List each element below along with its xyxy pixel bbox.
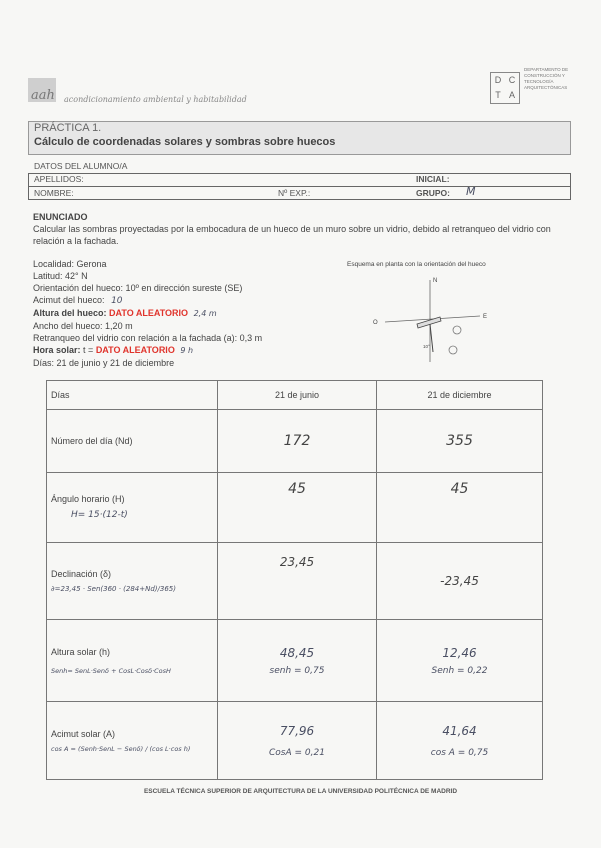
sun-icon xyxy=(449,346,457,354)
results-table xyxy=(46,380,543,780)
june-cell xyxy=(218,620,377,702)
footer: ESCUELA TÉCNICA SUPERIOR DE ARQUITECTURA DE LA UNIVERSIDAD POLITÉCNICA DE MADRID xyxy=(143,788,458,795)
orientacion: Orientación del hueco: 10º en dirección sureste (SE) xyxy=(33,283,243,293)
inicial-label: INICIAL: xyxy=(416,174,450,184)
row-formula: ∂=23,45 · Sen(360 · (284+Nd)/365) xyxy=(51,585,176,593)
hora-random: DATO ALEATORIO xyxy=(95,345,175,355)
altura-value: 2,4 m xyxy=(193,309,217,318)
apellidos-row xyxy=(28,173,571,187)
hora-line xyxy=(33,344,262,357)
june-value: 172 xyxy=(218,409,377,472)
hora-label: Hora solar: xyxy=(33,345,81,355)
header-june: 21 de junio xyxy=(218,381,377,410)
nexp-label: Nº EXP.: xyxy=(278,188,311,198)
dec-value: -23,45 xyxy=(377,542,543,620)
dec-value: 45 xyxy=(377,473,543,543)
june-cell xyxy=(218,702,377,780)
practice-number: PRÁCTICA 1. xyxy=(34,122,102,134)
dec-cell xyxy=(377,702,543,780)
hora-t: t = xyxy=(83,345,94,355)
nombre-label: NOMBRE: xyxy=(34,188,74,198)
row-formula: cos A = (Senh·SenL − Senδ) / (cos L·cos h) xyxy=(51,744,191,753)
june-value: 23,45 xyxy=(218,542,377,620)
dcta-logo xyxy=(490,72,520,104)
row-label: Declinación (δ) xyxy=(51,569,112,579)
row-label: Acimut solar (A) xyxy=(51,728,116,739)
acimut-label: Acimut del hueco: xyxy=(33,295,105,305)
ancho: Ancho del hueco: 1,20 m xyxy=(33,321,133,331)
june-value: 77,96 xyxy=(279,723,315,738)
problem-data xyxy=(33,258,262,369)
dec-value: 41,64 xyxy=(442,723,477,738)
dec-cell xyxy=(377,620,543,702)
altura-line xyxy=(33,307,262,320)
table-row xyxy=(47,702,543,780)
orientation-diagram xyxy=(365,272,505,372)
altura-random: DATO ALEATORIO xyxy=(109,308,189,318)
row-cell xyxy=(47,542,218,620)
june-note: senh = 0,75 xyxy=(269,665,325,676)
enunciado-text: Calcular las sombras proyectadas por la embocadura de un hueco de un muro sobre un vidrio, debido al retranqueo del vidrio con relación a la fachada. xyxy=(33,224,551,246)
logo-brand: aah xyxy=(31,88,55,103)
dcta-subtitle: DEPARTAMENTO DE CONSTRUCCIÓN Y TECNOLOGÍA ARQUITECTÓNICAS xyxy=(524,67,569,90)
hora-value: 9 h xyxy=(180,346,194,355)
row-label: Ángulo horario (H) xyxy=(51,494,125,505)
logo-subtitle: acondicionamiento ambiental y habitabilidad xyxy=(64,95,247,104)
dec-note: cos A = 0,75 xyxy=(430,747,489,758)
east-label: E xyxy=(483,314,488,320)
normal-arrow xyxy=(430,324,433,352)
row-formula: Senh= SenL·Senδ + CosL·Cosδ·CosH xyxy=(51,666,171,675)
grupo-value: M xyxy=(466,185,476,198)
dec-value: 12,46 xyxy=(442,645,477,660)
acimut-line xyxy=(33,294,262,307)
page-title: Cálculo de coordenadas solares y sombras sobre huecos xyxy=(34,136,336,148)
esquema-title: Esquema en planta con la orientación del hueco xyxy=(347,261,486,268)
row-cell xyxy=(47,473,218,543)
row-cell xyxy=(47,702,218,780)
west-label: O xyxy=(373,320,378,326)
june-value: 45 xyxy=(218,473,377,543)
dec-note: Senh = 0,22 xyxy=(431,665,488,676)
header-dias: Días xyxy=(47,381,218,410)
localidad: Localidad: Gerona xyxy=(33,259,107,269)
dias: Días: 21 de junio y 21 de diciembre xyxy=(33,358,175,368)
table-row xyxy=(47,620,543,702)
dcta-letter: C xyxy=(508,75,516,85)
altura-label: Altura del hueco: xyxy=(33,308,107,318)
retranqueo: Retranqueo del vidrio con relación a la fachada (a): 0,3 m xyxy=(33,333,263,343)
enunciado-heading: ENUNCIADO xyxy=(33,212,88,222)
row-formula: H= 15·(12-t) xyxy=(71,510,128,521)
latitud: Latitud: 42° N xyxy=(33,271,88,281)
apellidos-label: APELLIDOS: xyxy=(34,174,84,184)
dcta-letter: D xyxy=(494,75,502,85)
table-header-row xyxy=(47,381,543,410)
dec-value: 355 xyxy=(377,409,543,472)
acimut-value: 10 xyxy=(111,296,123,306)
dcta-letter: A xyxy=(508,90,515,100)
table-row xyxy=(47,542,543,620)
table-row xyxy=(47,473,543,543)
table-row xyxy=(47,409,543,472)
row-cell xyxy=(47,620,218,702)
north-label: N xyxy=(433,278,438,284)
june-note: CosA = 0,21 xyxy=(269,747,325,758)
row-label: Altura solar (h) xyxy=(51,646,111,657)
window-plan xyxy=(417,317,441,328)
header-dec: 21 de diciembre xyxy=(377,381,543,410)
grupo-label: GRUPO: xyxy=(416,188,450,198)
student-section-label: DATOS DEL ALUMNO/A xyxy=(34,161,128,171)
row-label: Número del día (Nd) xyxy=(47,409,218,472)
june-value: 48,45 xyxy=(279,645,315,660)
dcta-letter: T xyxy=(495,90,501,100)
angle-label: 10° xyxy=(423,344,430,349)
sun-icon xyxy=(453,326,461,334)
